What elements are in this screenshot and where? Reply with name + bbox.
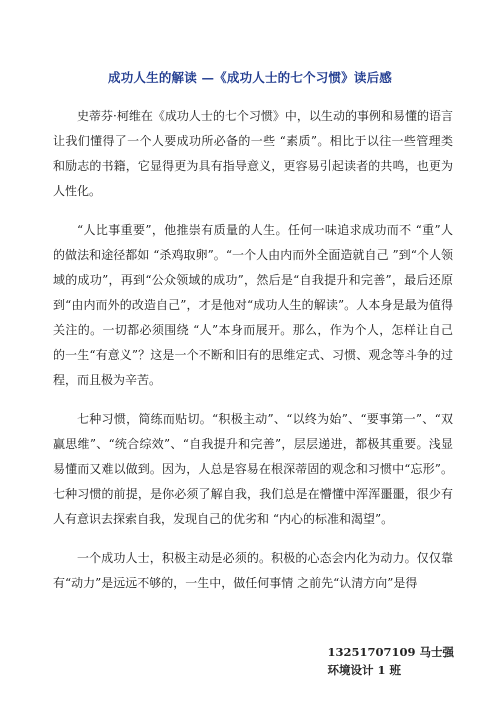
document-body (53, 104, 453, 610)
document-title: 成功人生的解读 —《成功人士的七个习惯》读后感 (108, 70, 392, 85)
author-signature (327, 643, 454, 679)
paragraph-2: “人比事重要”，他推崇有质量的人生。任何一味追求成功而不 “重”人的做法和途径都如 “杀鸡取卵”。“一个人由内而外全面造就自己 ”到“个人领域的成功”，再到“公众领域的成功”，然后是“自我提升和完善”，最后还原到“由内而外的改造自己”，才是他对“成功人生的解读”。人本身是最为值得关注的。一切都必须围绕 “人”本身而展开。那么，作为个人，怎样让自己的一生“有意义”？这是一个不断和旧有的思维定式、习惯、观念等斗争的过程，而且极为辛苦。 (53, 223, 453, 387)
paragraph-4: 一个成功人士，积极主动是必须的。积极的心态会内化为动力。仅仅靠有“动力”是远远不够的，一生中，做任何事情 之前先“认清方向”是得 (53, 551, 453, 590)
author-id-name: 13251707109 马士强 (327, 645, 454, 659)
paragraph-1: 史蒂芬·柯维在《成功人士的七个习惯》中，以生动的事例和易懂的语言让我们懂得了一个人要成功所必备的一些 “素质”。相比于以往一些管理类和励志的书籍，它显得更为具有指导意义，更容易引起读者的共鸣，也更为人性化。 (53, 109, 453, 198)
author-class: 环境设计 1 班 (327, 663, 401, 677)
paragraph-3: 七种习惯，简练而贴切。“积极主动”、“以终为始”、“要事第一”、“双赢思维”、“统合综效”、“自我提升和完善”，层层递进，都极其重要。浅显易懂而又难以做到。因为，人总是容易在根深蒂固的观念和习惯中“忘形”。七种习惯的前提，是你必须了解自我，我们总是在懵懂中浑浑噩噩，很少有人有意识去探索自我，发现自己的优劣和 “内心的标准和渴望”。 (53, 412, 453, 526)
